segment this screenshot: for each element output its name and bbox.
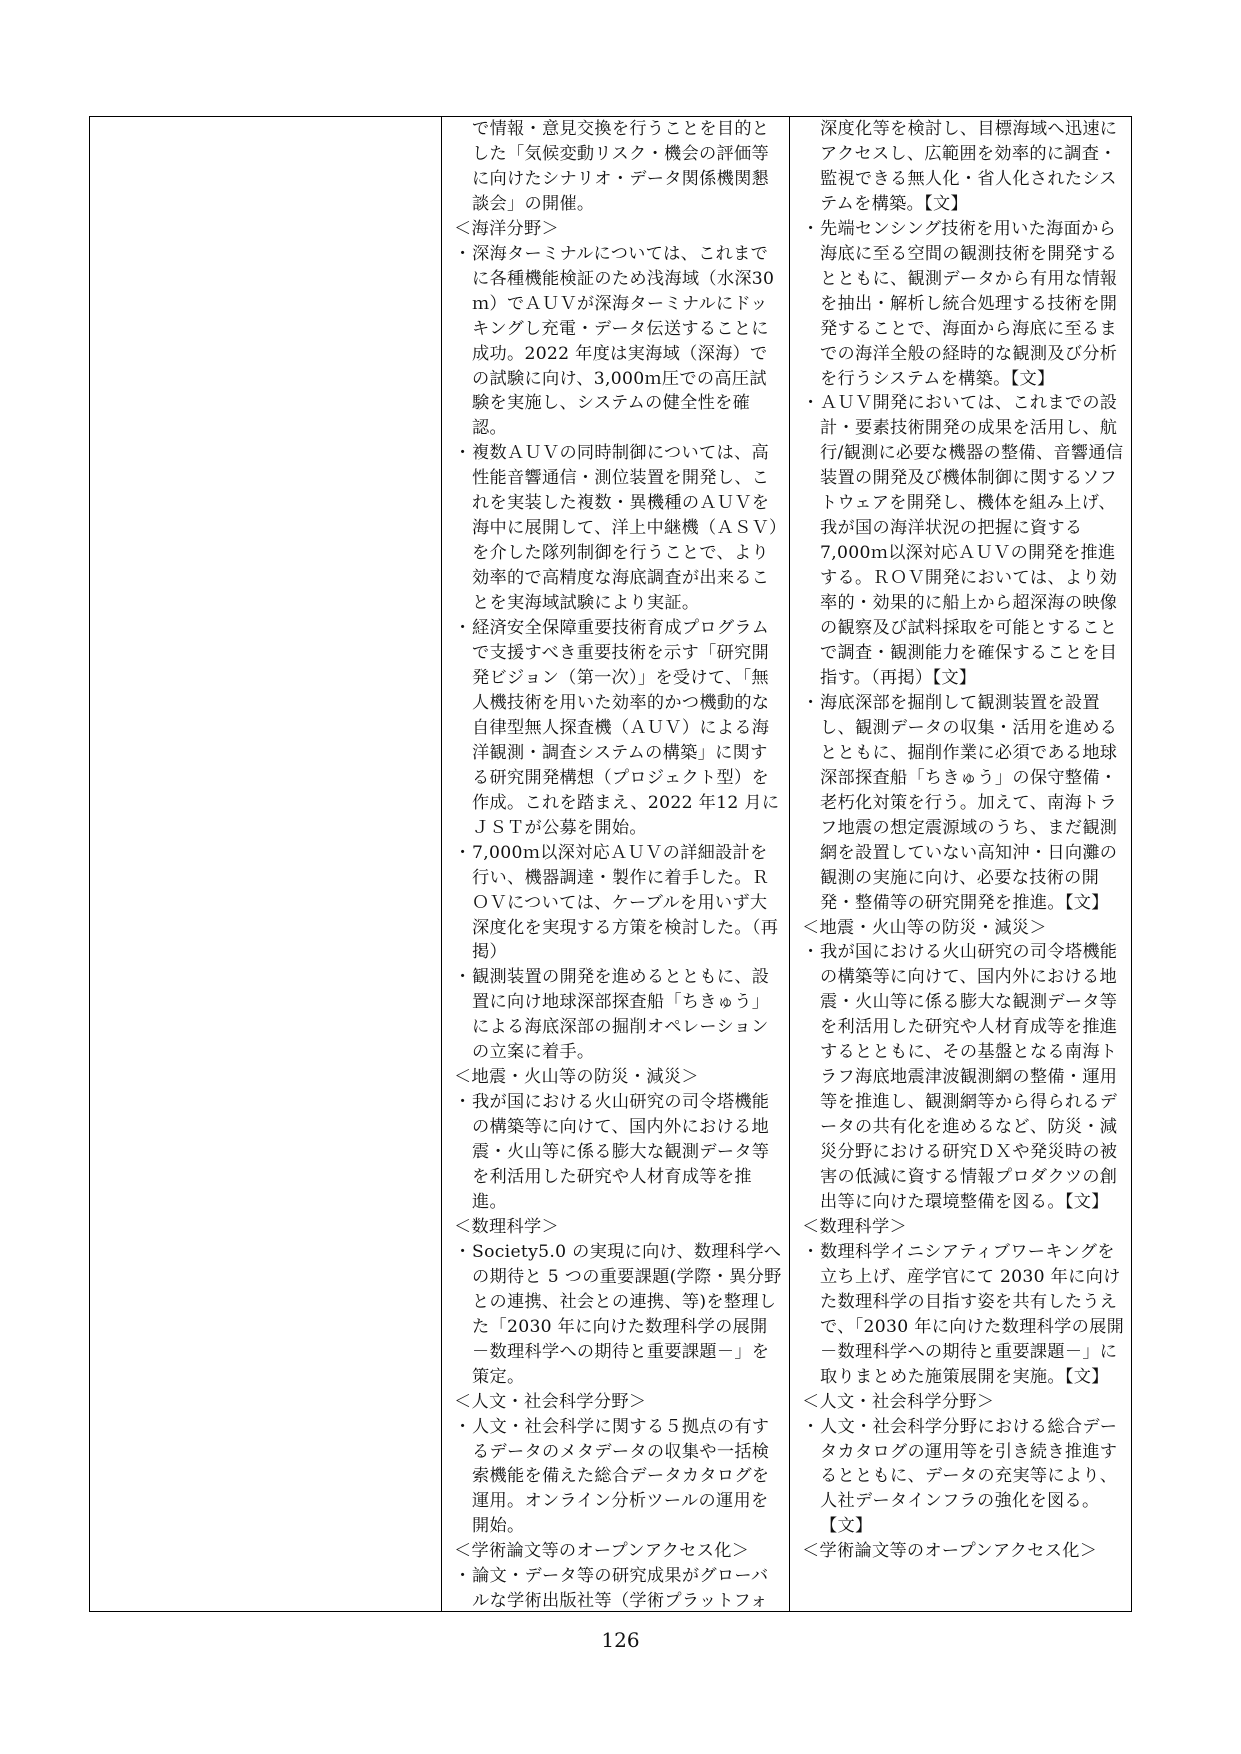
section-heading: ＜数理科学＞	[802, 1216, 907, 1237]
bullet-item	[454, 965, 782, 1065]
bullet-item	[802, 217, 1128, 392]
content-table	[89, 116, 1132, 1612]
right-column	[802, 117, 1128, 1611]
bullet-text: 我が国における火山研究の司令塔機能の構築等に向けて、国内外における地震・火山等に係る膨大な観測データ等を利活用した研究や人材育成等を推進するとともに、その基盤となる南海トラフ海底地震津波観測網の整備・運用等を推進し、観測網等から得られるデータの共有化を進めるなど、防災・減災分野における研究ＤＸや発災時の被害の低減に資する情報プロダクツの創出等に向けた環境整備を図る。【文】	[820, 942, 1118, 1212]
section-heading: ＜数理科学＞	[454, 1216, 559, 1237]
bullet-mark: ・	[802, 1416, 820, 1437]
section-heading: ＜学術論文等のオープンアクセス化＞	[802, 1541, 1098, 1562]
bullet-item	[802, 940, 1128, 1214]
bullet-item	[802, 391, 1128, 690]
bullet-mark: ・	[454, 243, 472, 264]
bullet-mark: ・	[454, 443, 472, 464]
bullet-item	[454, 242, 782, 442]
bullet-mark: ・	[454, 1092, 472, 1113]
bullet-mark: ・	[454, 1241, 472, 1262]
bullet-text: ＡＵＶ開発においては、これまでの設計・要素技術開発の成果を活用し、航行/観測に必要な機器の整備、音響通信装置の開発及び機体制御に関するソフトウェアを開発し、機体を組み上げ、我が国の海洋状況の把握に資する7,000ｍ以深対応ＡＵＶの開発を推進する。ＲＯＶ開発においては、より効率的・効果的に船上から超深海の映像の観察及び試料採取を可能とすることで調査・観測能力を確保することを目指す。（再掲）【文】	[820, 393, 1124, 688]
bullet-mark: ・	[802, 218, 820, 239]
section-heading: ＜地震・火山等の防災・減災＞	[454, 1067, 699, 1088]
bullet-text: 数理科学イニシアティブワーキングを立ち上げ、産学官にて 2030 年に向けた数理科学の目指す姿を共有したうえで、「2030 年に向けた数理科学の展開－数理科学への期待と重要課題－」に取りまとめた施策展開を実施。【文】	[820, 1241, 1125, 1387]
bullet-mark: ・	[454, 967, 472, 988]
middle-column	[454, 117, 782, 1611]
column-divider-left	[441, 117, 442, 1611]
bullet-text: 人文・社会科学分野における総合データカタログの運用等を引き続き推進するとともに、データの充実等により、人社データインフラの強化を図る。【文】	[820, 1416, 1118, 1537]
section-heading: ＜海洋分野＞	[454, 218, 559, 239]
section-heading: ＜地震・火山等の防災・減災＞	[802, 917, 1047, 938]
section-heading: ＜学術論文等のオープンアクセス化＞	[454, 1541, 750, 1562]
bullet-text: 深海ターミナルについては、これまでに各種機能検証のため浅海域（水深30ｍ）でＡＵＶが深海ターミナルにドッキングし充電・データ伝送することに成功。2022 年度は実海域（深海）での試験に向け、3,000ｍ圧での高圧試験を実施し、システムの健全性を確認。	[472, 243, 775, 439]
bullet-mark: ・	[802, 692, 820, 713]
bullet-mark: ・	[454, 1566, 472, 1587]
bullet-text: Society5.0 の実現に向け、数理科学への期待と 5 つの重要課題(学際・異分野との連携、社会との連携、等)を整理した「2030 年に向けた数理科学の展開－数理科学への期待と重要課題－」を策定。	[472, 1241, 782, 1387]
bullet-mark: ・	[454, 842, 472, 863]
bullet-item	[802, 691, 1128, 916]
section-heading: ＜人文・社会科学分野＞	[802, 1391, 995, 1412]
bullet-text: 我が国における火山研究の司令塔機能の構築等に向けて、国内外における地震・火山等に係る膨大な観測データ等を利活用した研究や人材育成等を推進。	[472, 1092, 770, 1212]
bullet-mark: ・	[802, 393, 820, 414]
bullet-text: 7,000ｍ以深対応ＡＵＶの詳細設計を行い、機器調達・製作に着手した。ＲＯＶについては、ケーブルを用いず大深度化を実現する方策を検討した。（再掲）	[472, 842, 779, 963]
bullet-mark: ・	[802, 1241, 820, 1262]
bullet-text: 経済安全保障重要技術育成プログラムで支援すべき重要技術を示す「研究開発ビジョン（第一次）」を受けて、「無人機技術を用いた効率的かつ機動的な自律型無人探査機（ＡＵＶ）による海洋観測・調査システムの構築」に関する研究開発構想（プロジェクト型）を作成。これを踏まえ、2022 年12 月にＪＳＴが公募を開始。	[472, 618, 780, 838]
bullet-item	[454, 616, 782, 841]
section-heading: ＜人文・社会科学分野＞	[454, 1391, 647, 1412]
bullet-text: 先端センシング技術を用いた海面から海底に至る空間の観測技術を開発するとともに、観測データから有用な情報を抽出・解析し統合処理する技術を開発することで、海面から海底に至るまでの海洋全般の経時的な観測及び分析を行うシステムを構築。【文】	[820, 218, 1118, 389]
bullet-mark: ・	[454, 618, 472, 639]
bullet-text: 人文・社会科学に関する５拠点の有するデータのメタデータの収集や一括検索機能を備えた総合データカタログを運用。オンライン分析ツールの運用を開始。	[472, 1416, 770, 1537]
bullet-item	[454, 1564, 782, 1611]
bullet-mark: ・	[454, 1416, 472, 1437]
bullet-text: 複数ＡＵＶの同時制御については、高性能音響通信・測位装置を開発し、これを実装した複数・異機種のＡＵＶを海中に展開して、洋上中継機（ＡＳＶ）を介した隊列制御を行うことで、より効率的で高精度な海底調査が出来ることを実海域試験により実証。	[472, 443, 778, 614]
bullet-item	[454, 841, 782, 966]
continued-paragraph: で情報・意見交換を行うことを目的とした「気候変動リスク・機会の評価等に向けたシナリオ・データ関係機関懇談会」の開催。	[472, 119, 770, 214]
bullet-item	[454, 1415, 782, 1540]
page-number: 126	[601, 1628, 640, 1652]
bullet-item	[802, 1240, 1128, 1390]
bullet-text: 観測装置の開発を進めるとともに、設置に向け地球深部探査船「ちきゅう」による海底深部の掘削オペレーションの立案に着手。	[472, 967, 770, 1063]
bullet-item	[454, 441, 782, 616]
bullet-item	[454, 1240, 782, 1390]
column-divider-right	[789, 117, 790, 1611]
continued-paragraph: 深度化等を検討し、目標海域へ迅速にアクセスし、広範囲を効率的に調査・監視できる無人化・省人化されたシステムを構築。【文】	[820, 119, 1118, 214]
bullet-item	[802, 1415, 1128, 1540]
bullet-text: 海底深部を掘削して観測装置を設置し、観測データの収集・活用を進めるとともに、掘削作業に必須である地球深部探査船「ちきゅう」の保守整備・老朽化対策を行う。加えて、南海トラフ地震の想定震源域のうち、まだ観測網を設置していない高知沖・日向灘の観測の実施に向け、必要な技術の開発・整備等の研究開発を推進。【文】	[820, 692, 1118, 913]
bullet-item	[454, 1090, 782, 1215]
bullet-mark: ・	[802, 942, 820, 963]
bullet-text: 論文・データ等の研究成果がグローバルな学術出版社等（学術プラットフォ	[472, 1566, 769, 1611]
